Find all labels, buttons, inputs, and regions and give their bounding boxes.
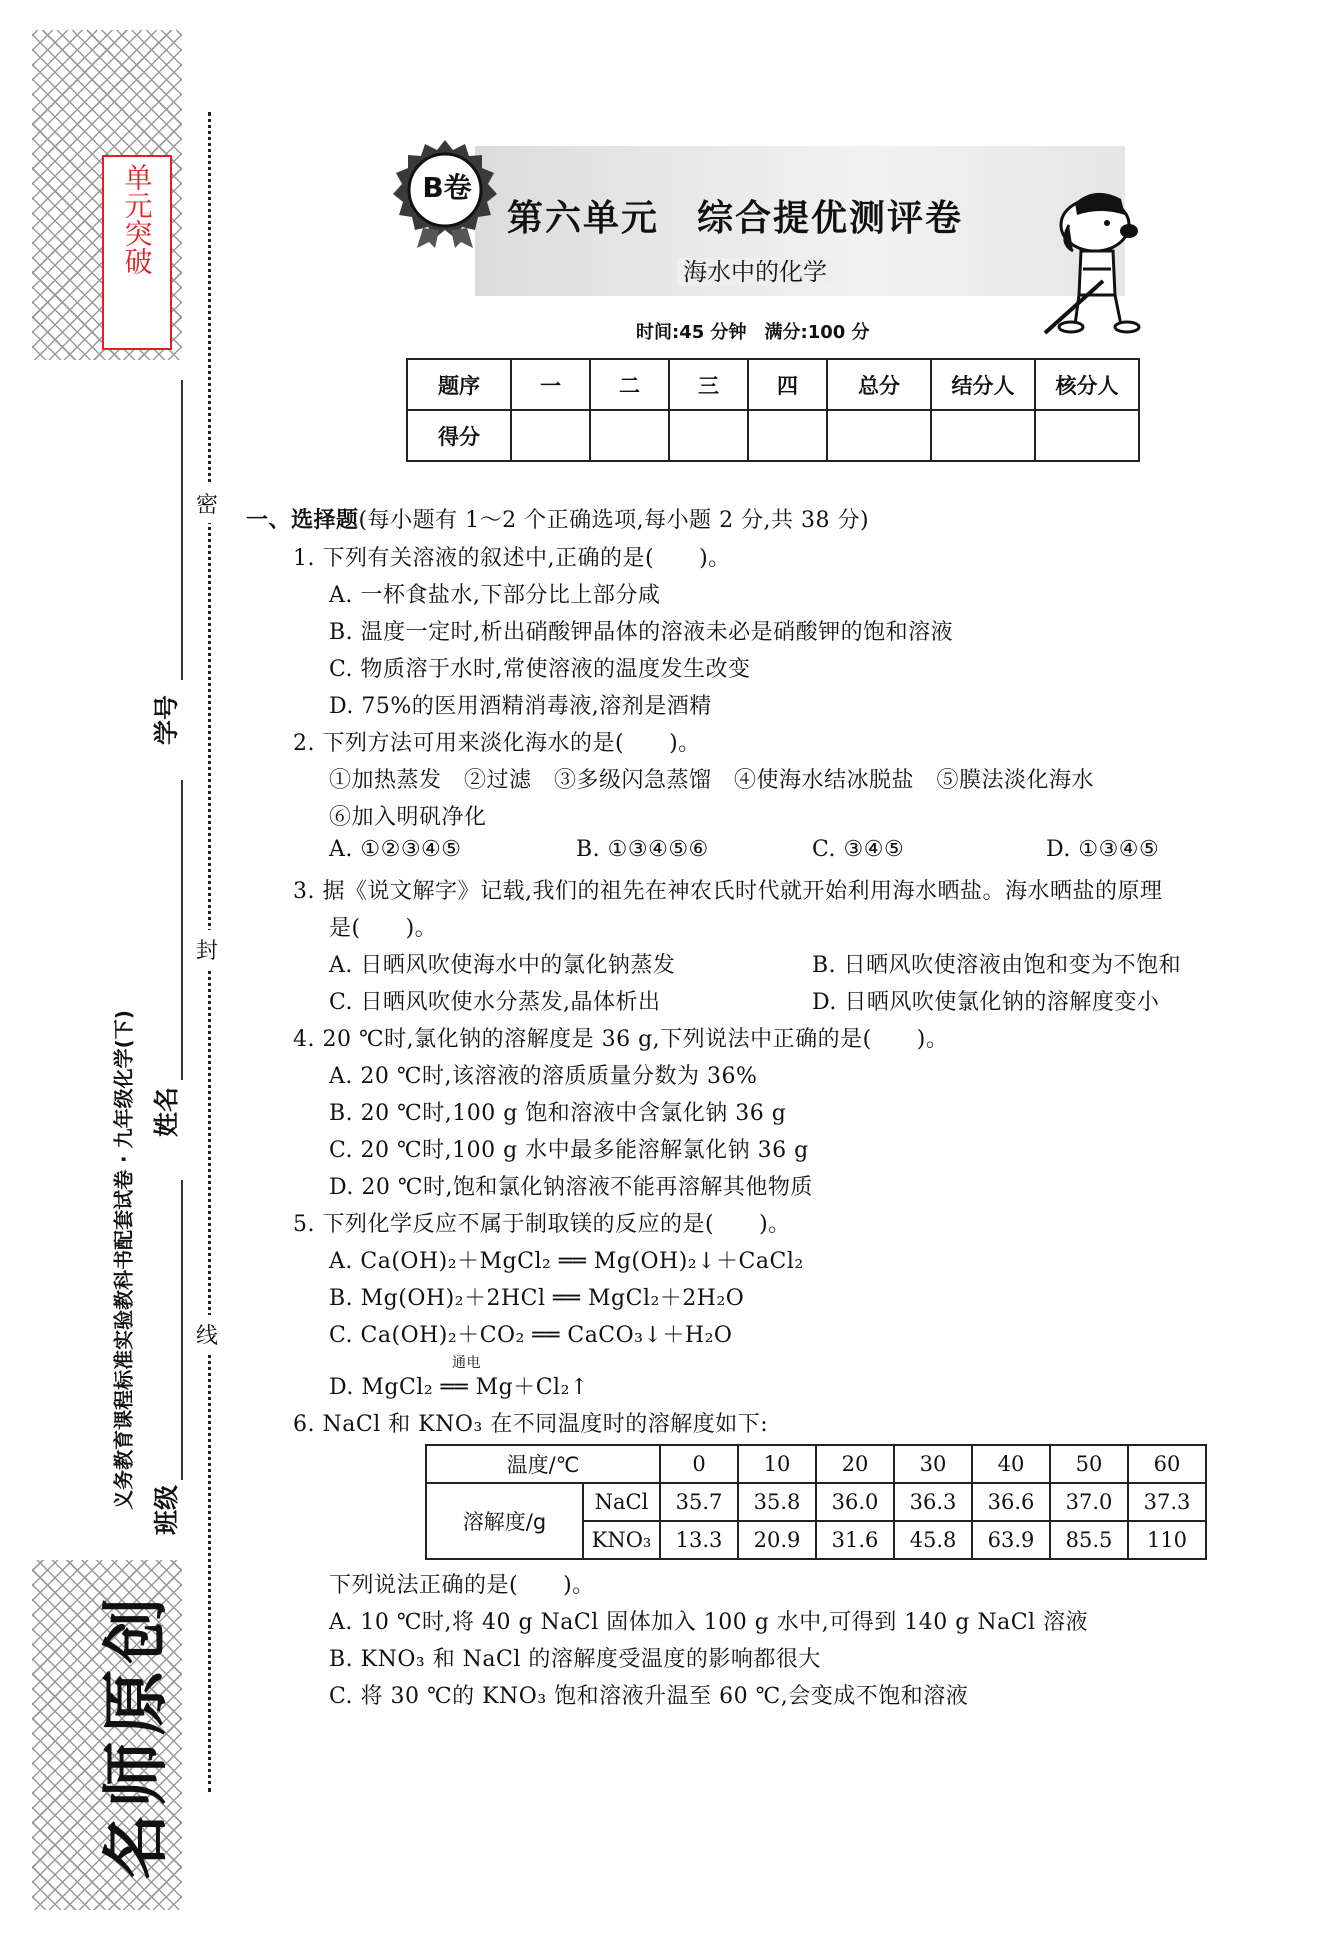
- question-number: 6.: [293, 1412, 315, 1437]
- badge-label: B卷: [422, 171, 472, 204]
- substance-name: NaCl: [583, 1483, 660, 1521]
- option-2c: C. ③④⑤: [812, 837, 905, 862]
- name-line: [181, 780, 183, 1080]
- temp-cell: 60: [1128, 1445, 1206, 1483]
- question-2: [293, 726, 701, 757]
- question-3-stem-2: 是( )。: [329, 916, 438, 941]
- option-6a: A. 10 ℃时,将 40 g NaCl 固体加入 100 g 水中,可得到 140 g NaCl 溶液: [329, 1610, 1089, 1635]
- temp-cell: 10: [738, 1445, 816, 1483]
- series-title: 义务教育课程标准实验教科书配套试卷 · 九年级化学(下): [111, 1010, 136, 1510]
- option-1a: A. 一杯食盐水,下部分比上部分咸: [329, 583, 661, 608]
- option-1b: B. 温度一定时,析出硝酸钾晶体的溶液未必是硝酸钾的饱和溶液: [329, 620, 954, 645]
- header-banner: [395, 140, 1155, 315]
- score-label: 得分: [407, 410, 511, 461]
- option-1c: C. 物质溶于水时,常使溶液的温度发生改变: [329, 657, 751, 682]
- cartoon-dog-icon: [1025, 185, 1165, 335]
- temp-cell: 30: [894, 1445, 972, 1483]
- option-5a: A. Ca(OH)₂＋MgCl₂ ══ Mg(OH)₂↓＋CaCl₂: [329, 1249, 804, 1274]
- solubility-value: 45.8: [894, 1521, 972, 1559]
- question-stem: 下列方法可用来淡化海水的是( )。: [322, 731, 701, 756]
- option-1d: D. 75%的医用酒精消毒液,溶剂是酒精: [329, 694, 712, 719]
- student-id-label: 学号: [152, 694, 181, 746]
- seal-char-3: 线: [196, 1315, 218, 1354]
- solubility-value: 35.8: [738, 1483, 816, 1521]
- question-2-items-1: ①加热蒸发 ②过滤 ③多级闪急蒸馏 ④使海水结冰脱盐 ⑤膜法淡化海水: [329, 768, 1095, 793]
- question-number: 4.: [293, 1027, 315, 1052]
- question-stem: 据《说文解字》记载,我们的祖先在神农氏时代就开始利用海水晒盐。海水晒盐的原理: [322, 879, 1163, 904]
- score-header-cell: 总分: [827, 359, 931, 410]
- score-row: [407, 410, 1139, 461]
- solubility-value: 36.6: [972, 1483, 1050, 1521]
- option-4d: D. 20 ℃时,饱和氯化钠溶液不能再溶解其他物质: [329, 1175, 813, 1200]
- question-number: 3.: [293, 879, 315, 904]
- temp-cell: 50: [1050, 1445, 1128, 1483]
- score-cell[interactable]: [669, 410, 748, 461]
- option-4a: A. 20 ℃时,该溶液的溶质质量分数为 36%: [329, 1064, 758, 1089]
- class-line: [181, 1180, 183, 1480]
- exam-time-info: 时间:45 分钟 满分:100 分: [636, 322, 870, 343]
- score-header-cell: 结分人: [931, 359, 1035, 410]
- question-stem: 下列化学反应不属于制取镁的反应的是( )。: [322, 1212, 791, 1237]
- score-cell[interactable]: [511, 410, 590, 461]
- question-stem: 下列有关溶液的叙述中,正确的是( )。: [322, 546, 731, 571]
- score-table: [406, 358, 1140, 462]
- option-4c: C. 20 ℃时,100 g 水中最多能溶解氯化钠 36 g: [329, 1138, 809, 1163]
- seal-char-1: 密: [196, 484, 218, 523]
- student-id-line: [181, 380, 183, 680]
- option-2b: B. ①③④⑤⑥: [576, 837, 709, 862]
- question-number: 2.: [293, 731, 315, 756]
- question-6: [293, 1407, 768, 1438]
- question-2-items-2: ⑥加入明矾净化: [329, 805, 487, 830]
- option-2a: A. ①②③④⑤: [329, 837, 462, 862]
- page-title: 第六单元 综合提优测评卷: [507, 198, 964, 239]
- brand-logo: 名师原创: [97, 1591, 175, 1879]
- solubility-value: 36.0: [816, 1483, 894, 1521]
- seal-char-2: 封: [196, 930, 218, 969]
- page-subtitle: 海水中的化学: [505, 252, 1005, 287]
- reaction-condition: 通电: [452, 1355, 481, 1371]
- score-header-cell: 四: [748, 359, 827, 410]
- question-number: 5.: [293, 1212, 315, 1237]
- name-label: 姓名: [152, 1086, 181, 1138]
- question-1: [293, 541, 731, 572]
- option-4b: B. 20 ℃时,100 g 饱和溶液中含氯化钠 36 g: [329, 1101, 787, 1126]
- section-heading: 一、选择题(每小题有 1～2 个正确选项,每小题 2 分,共 38 分): [246, 508, 870, 533]
- option-5c: C. Ca(OH)₂＋CO₂ ══ CaCO₃↓＋H₂O: [329, 1323, 733, 1348]
- temp-cell: 20: [816, 1445, 894, 1483]
- option-6c: C. 将 30 ℃的 KNO₃ 饱和溶液升温至 60 ℃,会变成不饱和溶液: [329, 1684, 969, 1709]
- score-cell[interactable]: [1035, 410, 1139, 461]
- score-header-cell: 核分人: [1035, 359, 1139, 410]
- option-3a: A. 日晒风吹使海水中的氯化钠蒸发: [329, 953, 676, 978]
- option-2d: D. ①③④⑤: [1046, 837, 1160, 862]
- solubility-value: 63.9: [972, 1521, 1050, 1559]
- solubility-value: 110: [1128, 1521, 1206, 1559]
- option-3b: B. 日晒风吹使溶液由饱和变为不饱和: [812, 953, 1182, 978]
- solubility-value: 37.0: [1050, 1483, 1128, 1521]
- solubility-value: 36.3: [894, 1483, 972, 1521]
- score-header-cell: 二: [590, 359, 669, 410]
- option-3c: C. 日晒风吹使水分蒸发,晶体析出: [329, 990, 661, 1015]
- score-cell[interactable]: [931, 410, 1035, 461]
- question-3: [293, 874, 1163, 905]
- score-cell[interactable]: [827, 410, 931, 461]
- option-3d: D. 日晒风吹使氯化钠的溶解度变小: [812, 990, 1160, 1015]
- solubility-row-nacl: [426, 1483, 1206, 1521]
- solubility-header-row: [426, 1445, 1206, 1483]
- option-5d: D. MgCl₂ ══ Mg＋Cl₂↑: [329, 1375, 589, 1400]
- question-5: [293, 1207, 791, 1238]
- question-4: [293, 1022, 948, 1053]
- score-header-cell: 一: [511, 359, 590, 410]
- temp-cell: 0: [660, 1445, 738, 1483]
- substance-name: KNO₃: [583, 1521, 660, 1559]
- question-number: 1.: [293, 546, 315, 571]
- solubility-value: 31.6: [816, 1521, 894, 1559]
- score-cell[interactable]: [748, 410, 827, 461]
- solubility-value: 37.3: [1128, 1483, 1206, 1521]
- question-6-follow: 下列说法正确的是( )。: [329, 1573, 595, 1598]
- solubility-value: 35.7: [660, 1483, 738, 1521]
- temp-label: 温度/℃: [426, 1445, 660, 1483]
- score-header-row: [407, 359, 1139, 410]
- unit-tag: 单元突破: [102, 155, 172, 350]
- option-5b: B. Mg(OH)₂＋2HCl ══ MgCl₂＋2H₂O: [329, 1286, 745, 1311]
- question-stem: NaCl 和 KNO₃ 在不同温度时的溶解度如下:: [322, 1412, 769, 1437]
- solubility-value: 20.9: [738, 1521, 816, 1559]
- score-header-cell: 题序: [407, 359, 511, 410]
- solubility-value: 13.3: [660, 1521, 738, 1559]
- solubility-table: [425, 1444, 1207, 1560]
- score-cell[interactable]: [590, 410, 669, 461]
- question-stem: 20 ℃时,氯化钠的溶解度是 36 g,下列说法中正确的是( )。: [322, 1027, 949, 1052]
- class-label: 班级: [152, 1484, 181, 1536]
- temp-cell: 40: [972, 1445, 1050, 1483]
- solubility-value: 85.5: [1050, 1521, 1128, 1559]
- solubility-label: 溶解度/g: [426, 1483, 583, 1559]
- score-header-cell: 三: [669, 359, 748, 410]
- option-6b: B. KNO₃ 和 NaCl 的溶解度受温度的影响都很大: [329, 1647, 821, 1672]
